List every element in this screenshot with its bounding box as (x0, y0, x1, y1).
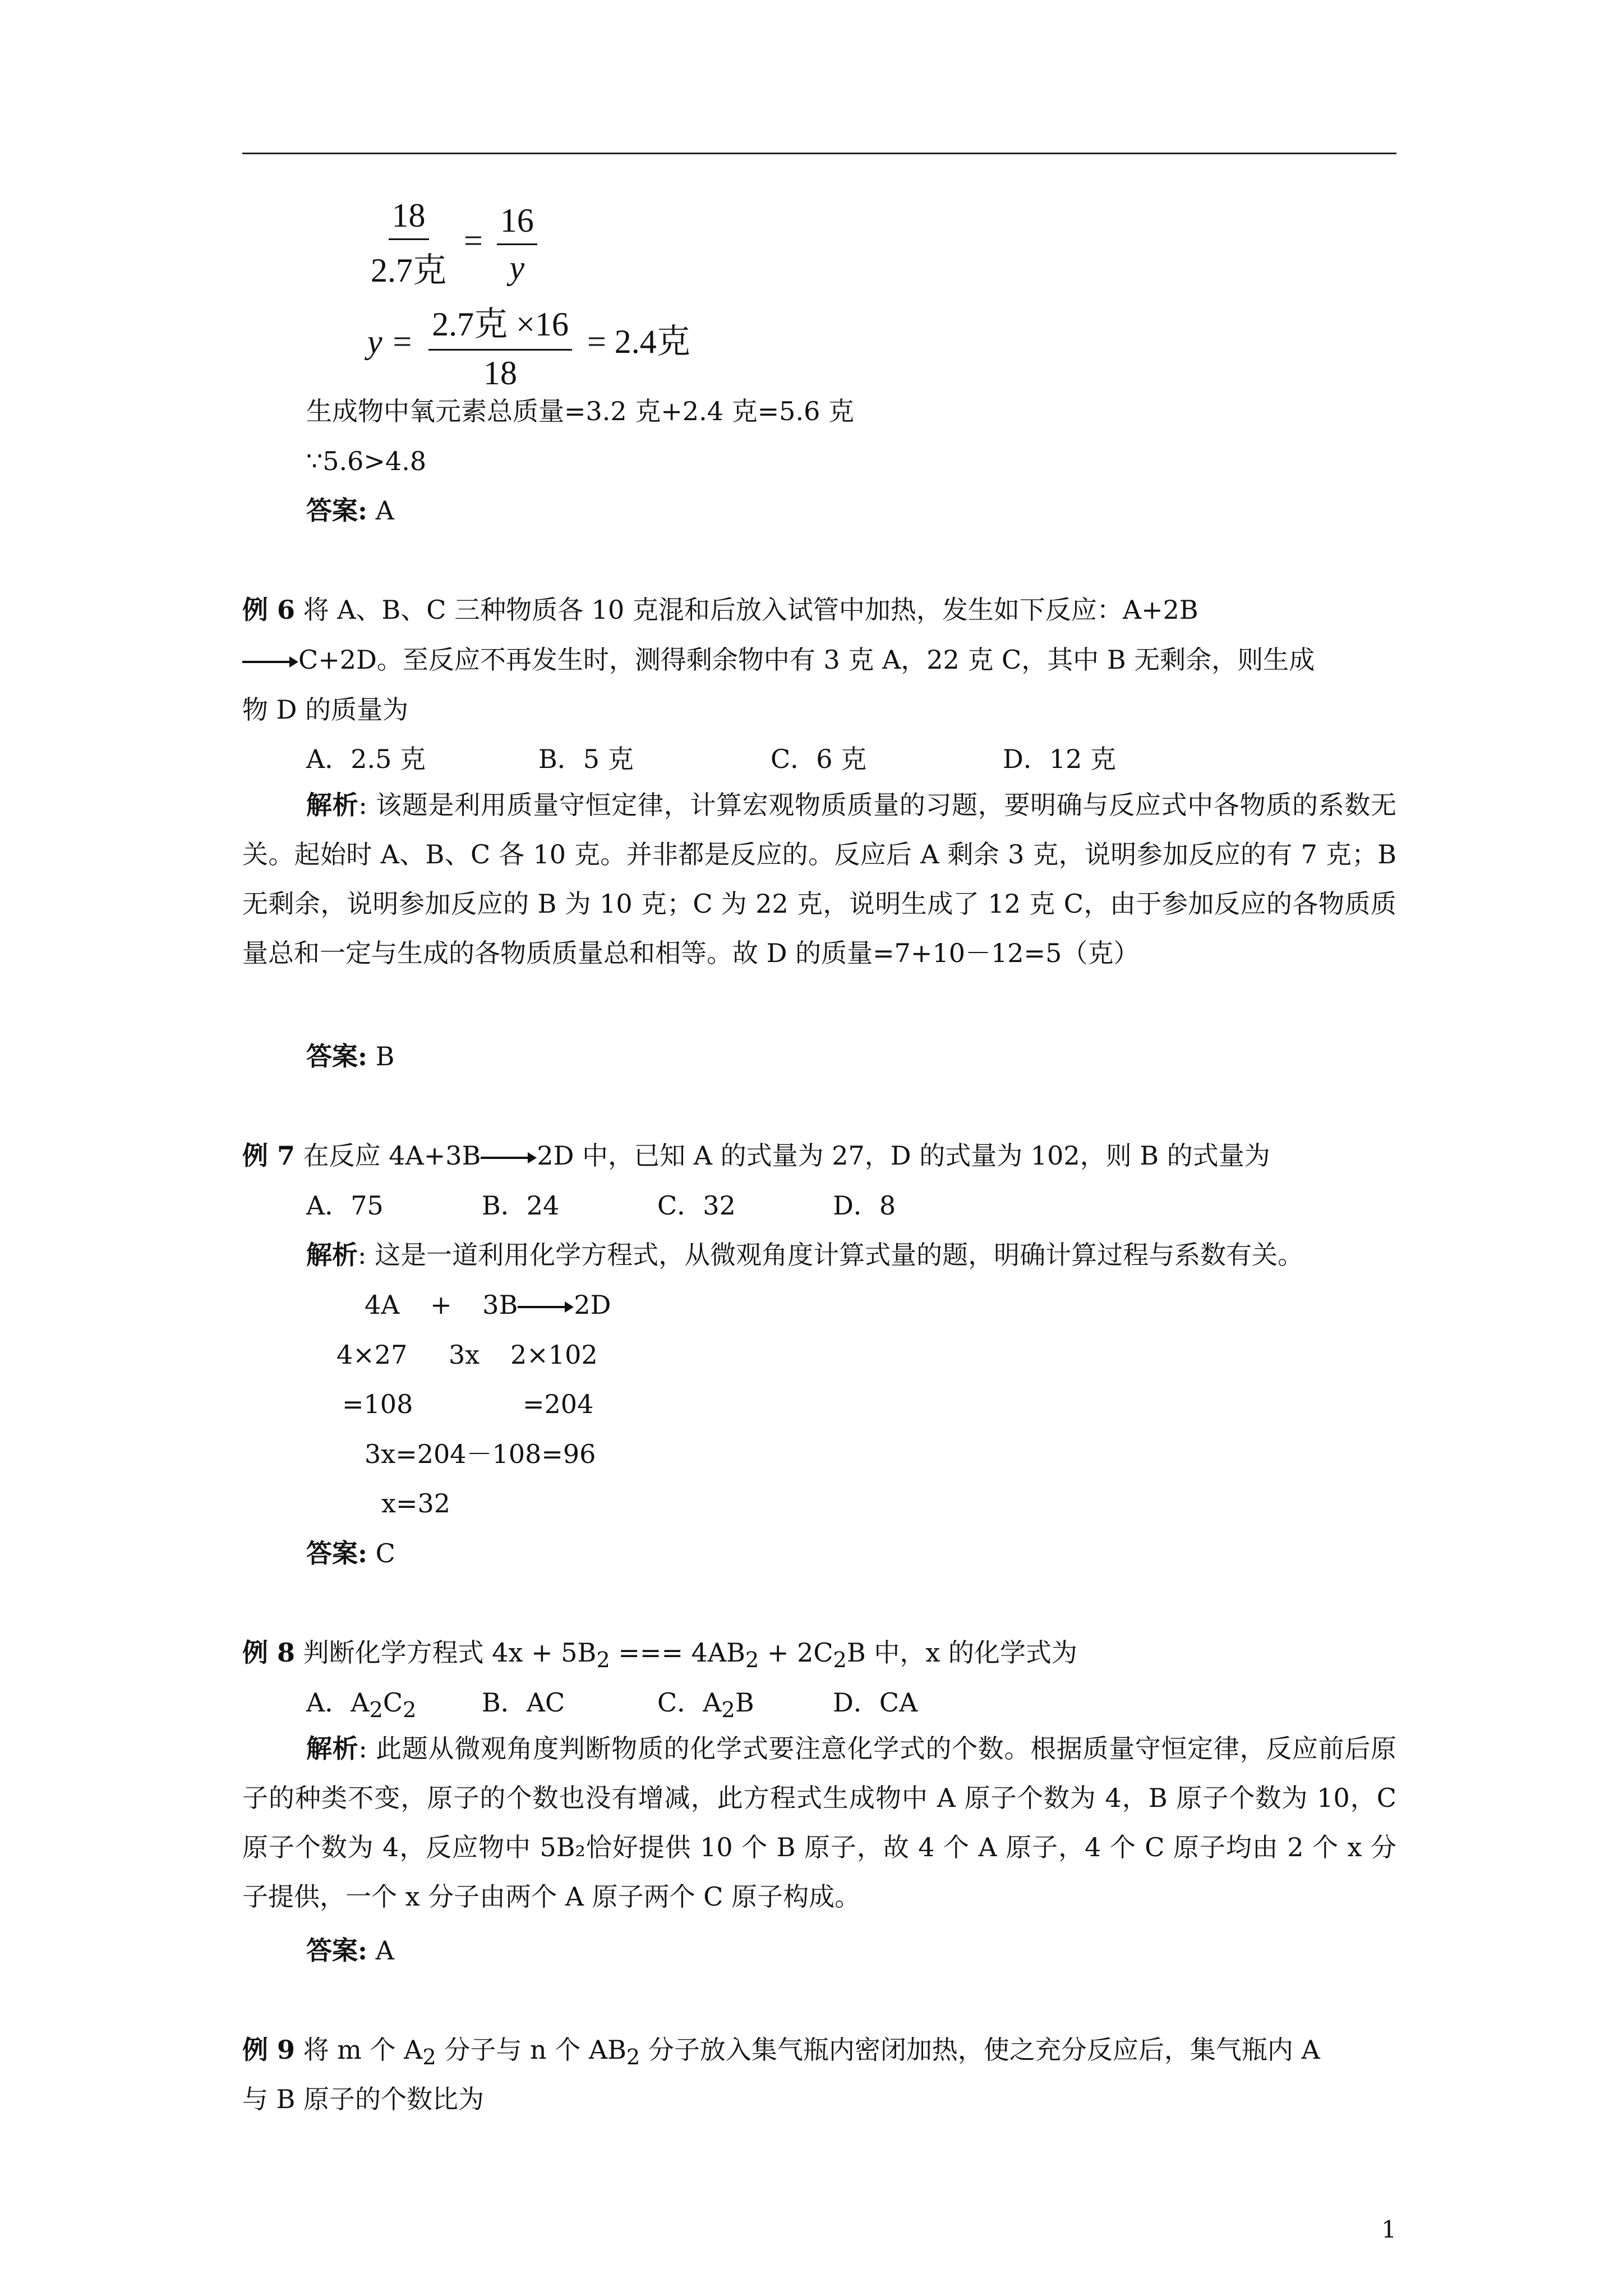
reaction-arrow-icon (518, 1300, 574, 1314)
ex7-calc-row-3: =108 =204 (342, 1389, 594, 1419)
ex8-options (306, 1686, 917, 1727)
equation-2: y = $\frac{\text{2.7克 ×16}}{18}$ = 2.4克 (367, 297, 690, 393)
option-b: B．24 (482, 1190, 560, 1221)
fraction-right: $\frac{16}{y}$ (497, 201, 537, 287)
fraction-left: $\frac{18}{\text{2.7克}}$ (371, 197, 446, 289)
ex7-options (306, 1189, 896, 1222)
ex7-analysis: 解析: 这是一道利用化学方程式，从微观角度计算式量的题，明确计算过程与系数有关。 (306, 1240, 1304, 1270)
ex6-question-line-3: 物 D 的质量为 (242, 694, 409, 725)
reaction-arrow-icon (242, 655, 298, 669)
ex6-answer: 答案: B (306, 1041, 395, 1071)
equals-sign: = (464, 222, 483, 259)
option-a: A．75 (306, 1190, 384, 1221)
oxygen-total-line: 生成物中氧元素总质量=3.2 克+2.4 克=5.6 克 (306, 396, 854, 426)
ex6-question-line-1: 例 6 将 A、B、C 三种物质各 10 克混和后放入试管中加热，发生如下反应：A+2B (242, 595, 1198, 625)
header-rule (242, 153, 1396, 154)
ex8-answer: 答案: A (306, 1935, 394, 1966)
option-c: C．$A_2B$ (657, 1687, 754, 1723)
ex6-analysis: 解析: 该题是利用质量守恒定律，计算宏观物质质量的习题，要明确与反应式中各物质的系数无关。起始时 A、B、C 各 10 克。并非都是反应的。反应后 A 剩余 3 克，说明参加反应的有 7 克；B 无剩余，说明参加反应的 B 为 10 克；C 为 22 克，说明生成了 12 克 C，由于参加反应的各物质质量总和一定与生成的各物质质量总和相等。故 D 的质量=7+10－12=5（克） (242, 790, 1397, 968)
option-c: C．32 (657, 1190, 736, 1221)
option-c: C．6 克 (771, 744, 867, 774)
ex6-question-line-2: C+2D。至反应不再发生时，测得剩余物中有 3 克 A，22 克 C，其中 B 无剩余，则生成 (242, 643, 1315, 677)
equation-1 (367, 196, 537, 292)
ex8-analysis: 解析: 此题从微观角度判断物质的化学式要注意化学式的个数。根据质量守恒定律，反应前后原子的种类不变，原子的个数也没有增减，此方程式生成物中 A 原子个数为 4，B 原子个数为 10，C 原子个数为 4，反应物中 5B₂恰好提供 10 个 B 原子，故 4 个 A 原子，4 个 C 原子均由 2 个 x 分子提供，一个 x 分子由两个 A 原子两个 C 原子构成。 (242, 1733, 1397, 1912)
option-a: A．$A_2C_2$ (306, 1687, 417, 1723)
option-b: B．AC (482, 1687, 565, 1718)
because-line: ∵5.6>4.8 (306, 446, 427, 476)
ex7-calc-row-1: 4A + 3B 2D (365, 1290, 611, 1320)
option-d: D．12 克 (1003, 744, 1117, 774)
page-number: 1 (1381, 2216, 1396, 2243)
ex6-options (306, 742, 1116, 776)
answer-line-1: 答案: A (306, 495, 394, 526)
option-d: D．8 (833, 1190, 896, 1221)
option-b: B．5 克 (538, 744, 634, 774)
ex7-calc-row-5: x=32 (381, 1488, 451, 1519)
option-d: D．CA (833, 1687, 918, 1718)
ex7-answer: 答案: C (306, 1538, 395, 1568)
fraction-y: $\frac{\text{2.7克 ×16}}{18}$ (428, 297, 572, 393)
ex7-calc-row-4: 3x=204－108=96 (365, 1439, 596, 1469)
ex7-calc-row-2: 4×27 3x 2×102 (336, 1340, 598, 1370)
ex7-question: 例 7 在反应 4A+3B 2D 中，已知 A 的式量为 27，D 的式量为 102，则 B 的式量为 (242, 1140, 1270, 1171)
ex9-question-line-2: 与 B 原子的个数比为 (242, 2084, 485, 2114)
ex8-question: 例 8 判断化学方程式 $4x + 5B_2$ === $4AB_2 + 2C_2B$ 中，x 的化学式为 (242, 1637, 1077, 1673)
option-a: A．2.5 克 (306, 744, 426, 774)
reaction-arrow-icon (481, 1151, 537, 1165)
ex9-question-line-1: 例 9 将 m 个 $A_2$ 分子与 n 个 $AB_2$ 分子放入集气瓶内密闭加热，使之充分反应后，集气瓶内 A (242, 2035, 1320, 2070)
